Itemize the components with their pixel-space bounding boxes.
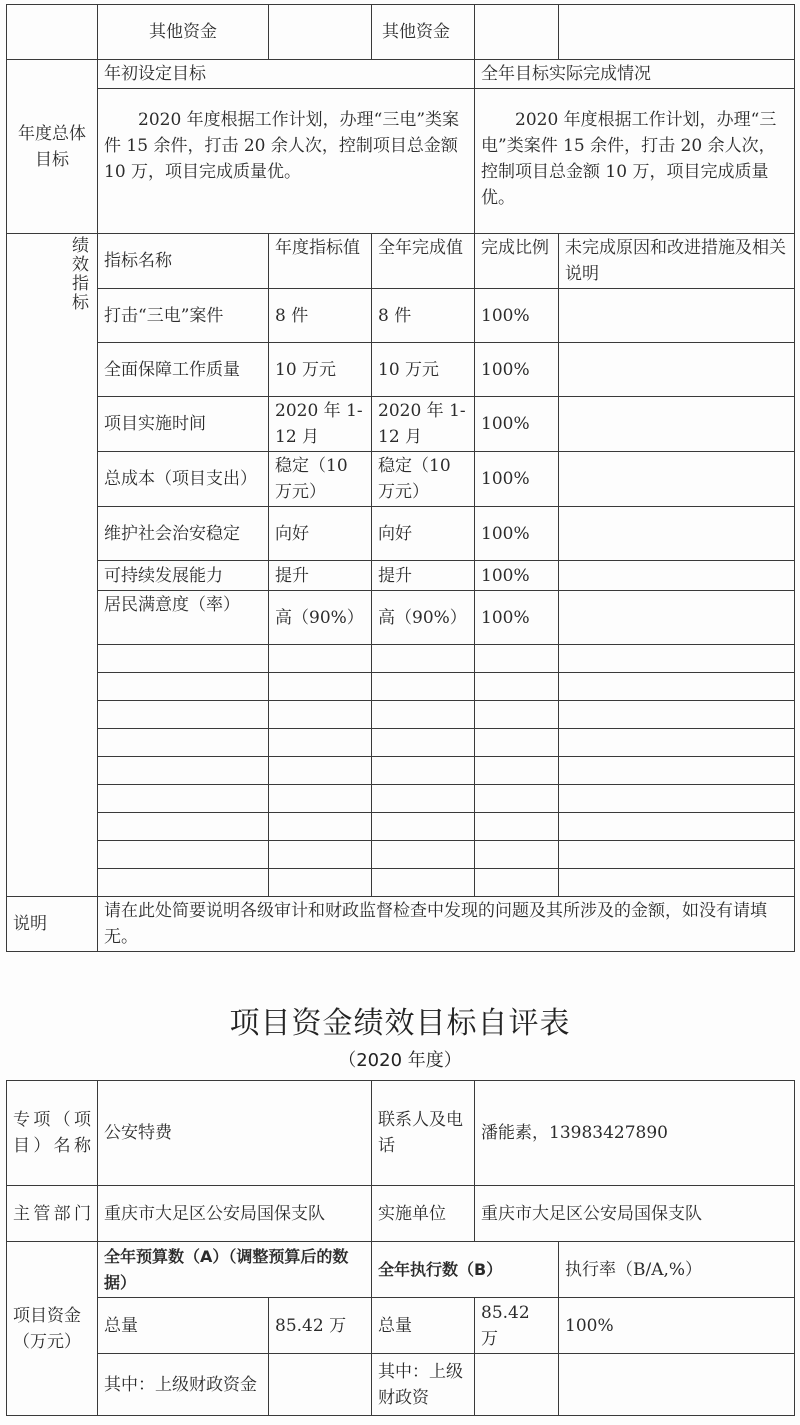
contact-label: 联系人及电话 — [372, 1081, 475, 1186]
total-label-2: 总量 — [372, 1298, 475, 1354]
empty-cell — [98, 869, 269, 897]
empty-cell — [372, 785, 475, 813]
indicator-target: 8 件 — [269, 289, 372, 343]
empty-cell — [559, 757, 795, 785]
indicator-done: 高（90%） — [372, 591, 475, 645]
column-header-ratio: 完成比例 — [475, 234, 559, 289]
indicator-name: 维护社会治安稳定 — [98, 507, 269, 561]
empty-cell — [269, 757, 372, 785]
empty-cell — [98, 729, 269, 757]
indicator-note — [559, 591, 795, 645]
empty-cell — [475, 729, 559, 757]
dept-label: 主管部门 — [7, 1186, 98, 1242]
empty-cell — [475, 841, 559, 869]
indicator-name: 打击“三电”案件 — [98, 289, 269, 343]
empty-cell — [269, 5, 372, 60]
contact-value: 潘能素，13983427890 — [475, 1081, 795, 1186]
indicator-target: 向好 — [269, 507, 372, 561]
empty-cell — [269, 841, 372, 869]
empty-cell — [559, 813, 795, 841]
empty-cell — [372, 645, 475, 673]
empty-cell — [372, 701, 475, 729]
empty-cell — [269, 729, 372, 757]
indicator-name: 项目实施时间 — [98, 397, 269, 452]
total-exec-value: 85.42 万 — [475, 1298, 559, 1354]
upper-funds-label-2: 其中：上级财政资 — [372, 1354, 475, 1416]
empty-cell — [7, 5, 98, 60]
annual-goal-label: 年度总体目标 — [7, 60, 98, 234]
empty-cell — [372, 673, 475, 701]
empty-cell — [269, 673, 372, 701]
empty-cell — [475, 813, 559, 841]
performance-indicator-label: 绩效指标 — [7, 234, 98, 897]
empty-cell — [475, 673, 559, 701]
empty-cell — [475, 869, 559, 897]
column-header-note: 未完成原因和改进措施及相关说明 — [559, 234, 795, 289]
empty-cell — [559, 785, 795, 813]
rate-value: 100% — [559, 1298, 795, 1354]
note-text: 请在此处简要说明各级审计和财政监督检查中发现的问题及其所涉及的金额，如没有请填无。 — [98, 897, 795, 952]
indicator-target: 2020 年 1-12 月 — [269, 397, 372, 452]
empty-cell — [372, 729, 475, 757]
indicator-target: 高（90%） — [269, 591, 372, 645]
initial-goal-text: 2020 年度根据工作计划，办理“三电”类案件 15 余件，打击 20 余人次，控制项目总金额 10 万，项目完成质量优。 — [98, 89, 475, 234]
empty-cell — [269, 701, 372, 729]
indicator-done: 10 万元 — [372, 343, 475, 397]
indicator-note — [559, 289, 795, 343]
total-budget-value: 85.42 万 — [269, 1298, 372, 1354]
funds-label: 项目资金（万元） — [7, 1242, 98, 1416]
empty-cell — [475, 645, 559, 673]
indicator-ratio: 100% — [475, 452, 559, 507]
indicator-target: 提升 — [269, 561, 372, 591]
indicator-name: 全面保障工作质量 — [98, 343, 269, 397]
indicator-ratio: 100% — [475, 289, 559, 343]
empty-cell — [372, 869, 475, 897]
indicator-ratio: 100% — [475, 591, 559, 645]
empty-cell — [98, 813, 269, 841]
dept-value: 重庆市大足区公安局国保支队 — [98, 1186, 372, 1242]
empty-cell — [559, 729, 795, 757]
indicator-done: 向好 — [372, 507, 475, 561]
indicator-done: 提升 — [372, 561, 475, 591]
project-name-label: 专项（项目）名称 — [7, 1081, 98, 1186]
impl-label: 实施单位 — [372, 1186, 475, 1242]
impl-value: 重庆市大足区公安局国保支队 — [475, 1186, 795, 1242]
indicator-ratio: 100% — [475, 397, 559, 452]
indicator-note — [559, 507, 795, 561]
indicator-ratio: 100% — [475, 507, 559, 561]
empty-cell — [559, 869, 795, 897]
column-header-name: 指标名称 — [98, 234, 269, 289]
empty-cell — [372, 813, 475, 841]
empty-cell — [98, 645, 269, 673]
indicator-done: 2020 年 1-12 月 — [372, 397, 475, 452]
project-name-value: 公安特费 — [98, 1081, 372, 1186]
empty-cell — [98, 701, 269, 729]
empty-cell — [559, 1354, 795, 1416]
empty-cell — [98, 785, 269, 813]
actual-goal-text: 2020 年度根据工作计划，办理“三电”类案件 15 余件，打击 20 余人次，控制项目总金额 10 万，项目完成质量优。 — [475, 89, 795, 234]
indicator-note — [559, 343, 795, 397]
note-label: 说明 — [7, 897, 98, 952]
empty-cell — [269, 785, 372, 813]
other-funds-label-2: 其他资金 — [372, 5, 475, 60]
empty-cell — [98, 757, 269, 785]
performance-table — [6, 4, 795, 952]
empty-cell — [269, 645, 372, 673]
empty-cell — [269, 1354, 372, 1416]
empty-cell — [559, 5, 795, 60]
empty-cell — [475, 1354, 559, 1416]
exec-header: 全年执行数（B） — [372, 1242, 559, 1298]
actual-goal-header: 全年目标实际完成情况 — [475, 60, 795, 89]
indicator-target: 10 万元 — [269, 343, 372, 397]
indicator-name: 总成本（项目支出） — [98, 452, 269, 507]
project-funds-table — [6, 1080, 795, 1416]
other-funds-label: 其他资金 — [98, 5, 269, 60]
indicator-done: 稳定（10 万元） — [372, 452, 475, 507]
indicator-note — [559, 397, 795, 452]
indicator-ratio: 100% — [475, 561, 559, 591]
total-label: 总量 — [98, 1298, 269, 1354]
indicator-target: 稳定（10 万元） — [269, 452, 372, 507]
empty-cell — [559, 701, 795, 729]
form-title: 项目资金绩效目标自评表 — [229, 1006, 571, 1041]
empty-cell — [98, 673, 269, 701]
empty-cell — [269, 869, 372, 897]
indicator-name: 可持续发展能力 — [98, 561, 269, 591]
empty-cell — [475, 5, 559, 60]
column-header-target: 年度指标值 — [269, 234, 372, 289]
indicator-ratio: 100% — [475, 343, 559, 397]
indicator-note — [559, 561, 795, 591]
column-header-done: 全年完成值 — [372, 234, 475, 289]
upper-funds-label: 其中：上级财政资金 — [98, 1354, 269, 1416]
empty-cell — [475, 701, 559, 729]
indicator-name: 居民满意度（率） — [98, 591, 269, 645]
empty-cell — [559, 645, 795, 673]
rate-header: 执行率（B/A,%） — [559, 1242, 795, 1298]
empty-cell — [98, 841, 269, 869]
indicator-note — [559, 452, 795, 507]
empty-cell — [559, 673, 795, 701]
empty-cell — [559, 841, 795, 869]
empty-cell — [475, 785, 559, 813]
budget-header: 全年预算数（A）（调整预算后的数据） — [98, 1242, 372, 1298]
empty-cell — [372, 841, 475, 869]
initial-goal-header: 年初设定目标 — [98, 60, 475, 89]
form-subtitle: （2020 年度） — [338, 1050, 462, 1071]
indicator-done: 8 件 — [372, 289, 475, 343]
empty-cell — [475, 757, 559, 785]
empty-cell — [269, 813, 372, 841]
empty-cell — [372, 757, 475, 785]
